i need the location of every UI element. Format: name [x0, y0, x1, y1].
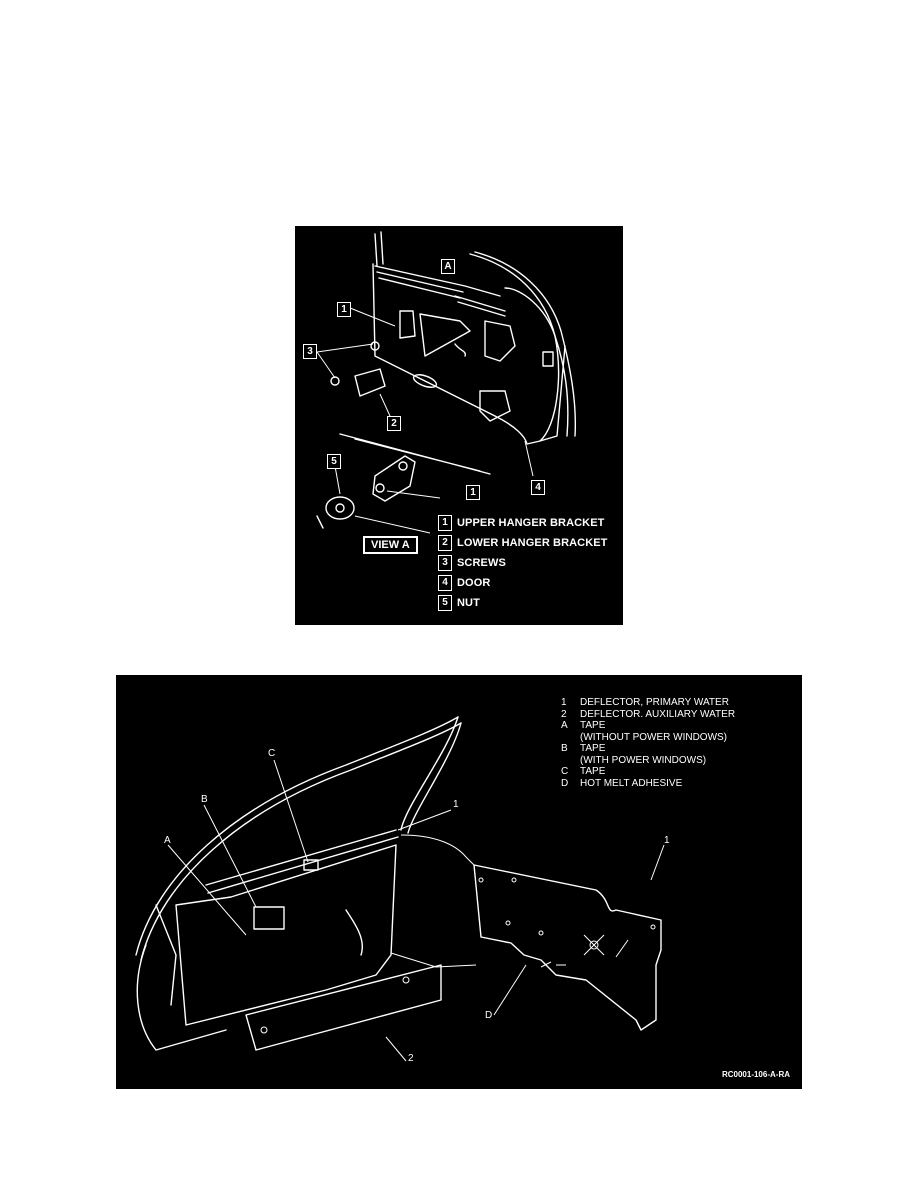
legend-text: HOT MELT ADHESIVE — [580, 777, 683, 789]
legend-text: TAPE — [580, 743, 606, 754]
hanger-bracket-diagram — [295, 226, 623, 625]
water-deflector-diagram — [116, 675, 802, 1089]
legend-row — [561, 709, 735, 721]
label-2: 2 — [408, 1053, 414, 1064]
legend-key: 1 — [561, 697, 567, 708]
legend-row — [561, 766, 735, 778]
callout-1-lower: 1 — [466, 485, 480, 500]
legend-number: 4 — [438, 575, 452, 591]
legend-key: B — [561, 743, 568, 754]
legend-number: 1 — [438, 515, 452, 531]
callout-4: 4 — [531, 480, 545, 495]
legend-key: A — [561, 720, 568, 731]
deflector-legend — [561, 697, 735, 789]
legend-row — [561, 755, 735, 767]
callout-1-upper: 1 — [337, 302, 351, 317]
parts-legend — [438, 513, 608, 613]
legend-text: (WITH POWER WINDOWS) — [580, 754, 707, 766]
legend-text: UPPER HANGER BRACKET — [457, 517, 605, 529]
figure-code: RC0001-106-A-RA — [721, 1070, 790, 1079]
legend-key — [561, 732, 580, 744]
legend-row — [561, 732, 735, 744]
legend-key: D — [561, 777, 569, 789]
legend-text: DEFLECTOR. AUXILIARY WATER — [580, 708, 736, 720]
legend-text: DOOR — [457, 577, 491, 589]
label-1-panel: 1 — [664, 835, 670, 846]
legend-row — [561, 697, 735, 709]
legend-key: C — [561, 766, 569, 777]
callout-5: 5 — [327, 454, 341, 469]
legend-text: LOWER HANGER BRACKET — [457, 537, 608, 549]
legend-row — [438, 513, 608, 533]
legend-key — [561, 755, 580, 767]
legend-text: SCREWS — [457, 557, 506, 569]
label-b: B — [201, 794, 208, 805]
legend-text: NUT — [457, 597, 480, 609]
callout-2: 2 — [387, 416, 401, 431]
view-a-arrow-label: A — [441, 259, 455, 274]
legend-number: 2 — [438, 535, 452, 551]
legend-row — [438, 573, 608, 593]
legend-row — [438, 553, 608, 573]
legend-key: 2 — [561, 708, 567, 720]
view-a-label: VIEW A — [363, 536, 418, 554]
legend-text: DEFLECTOR, PRIMARY WATER — [580, 697, 729, 708]
label-c: C — [268, 748, 276, 759]
legend-text: TAPE — [580, 766, 606, 777]
callout-3: 3 — [303, 344, 317, 359]
legend-row — [438, 533, 608, 553]
legend-number: 3 — [438, 555, 452, 571]
legend-row — [438, 593, 608, 613]
legend-row — [561, 720, 735, 732]
legend-row — [561, 743, 735, 755]
legend-row — [561, 778, 735, 790]
label-d: D — [485, 1010, 493, 1021]
legend-text: TAPE — [580, 720, 606, 731]
legend-text: (WITHOUT POWER WINDOWS) — [580, 731, 728, 743]
label-1-door: 1 — [453, 799, 459, 810]
label-a: A — [164, 835, 171, 846]
legend-number: 5 — [438, 595, 452, 611]
